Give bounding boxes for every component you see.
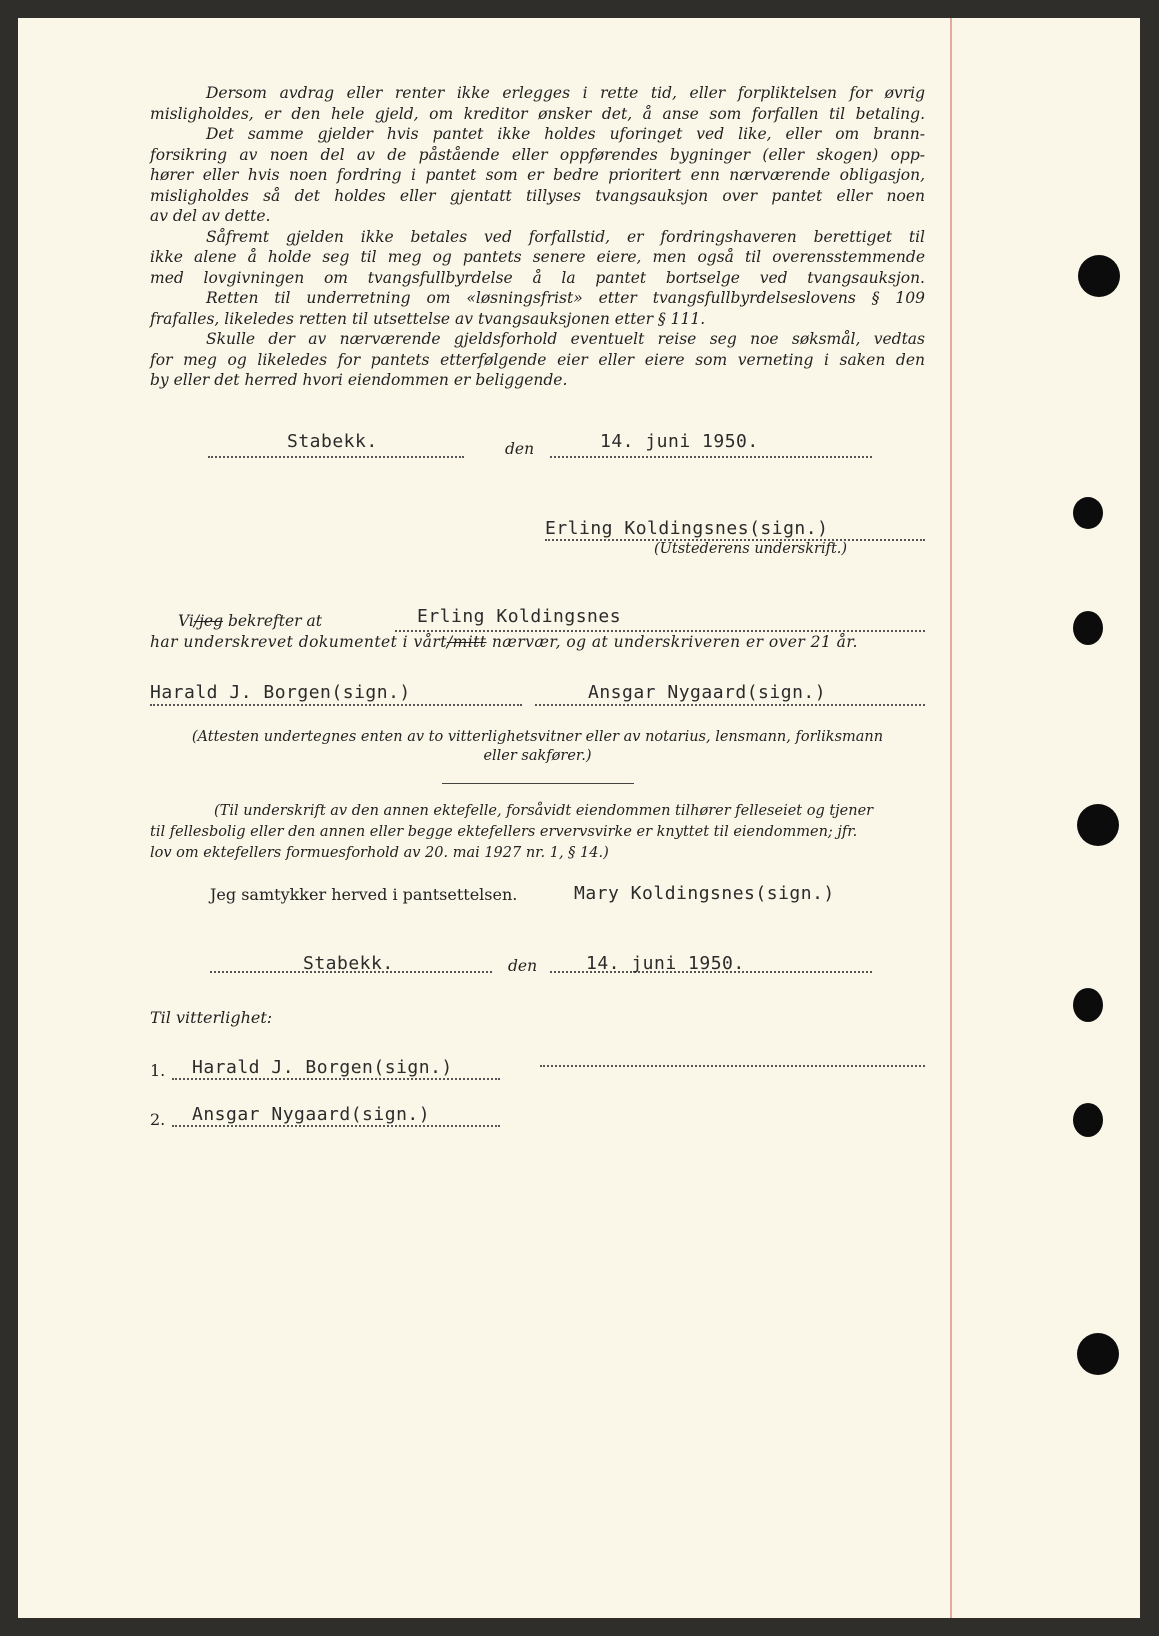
binder-hole [1073, 611, 1103, 645]
binder-hole [1077, 804, 1119, 846]
date-line [550, 456, 872, 458]
attest-text: nærvær, og at underskriveren er over 21 år. [486, 633, 858, 651]
witness-line-2 [535, 704, 925, 706]
den-label: den [505, 440, 535, 458]
binder-hole [1077, 1333, 1119, 1375]
note-line: lov om ektefellers formuesforhold av 20. mai 1927 nr. 1, § 14.) [150, 845, 609, 861]
witness-number: 1. [150, 1061, 166, 1080]
margin-line [950, 18, 952, 1618]
binder-hole [1073, 497, 1103, 529]
text-line: Skulle der av nærværende gjeldsforhold eventuelt reise seg noe søksmål, vedtas [206, 330, 925, 348]
date-value: 14. juni 1950. [600, 431, 759, 452]
text-line: med lovgivningen om tvangsfullbyrdelse å la pantet bortselge ved tvangsauksjon. [150, 268, 925, 287]
attest-name-line [395, 630, 925, 632]
attest-prefix: Vi [178, 612, 194, 630]
attest-name: Erling Koldingsnes [417, 606, 622, 627]
text-line: misligholdes så det holdes eller gjentatt tillyses tvangsauksjon over pantet eller noen [150, 186, 925, 205]
text-line: Det samme gjelder hvis pantet ikke holdes uforinget ved like, eller om brann- [206, 125, 925, 143]
note-line: eller sakfører.) [483, 748, 592, 764]
spouse-note [150, 801, 873, 864]
text-line: for meg og likeledes for pantets etterfølgende eier eller eiere som verneting i saken den [150, 350, 925, 369]
text-line: by eller det herred hvori eiendommen er beliggende. [150, 371, 568, 389]
text-line: forsikring av noen del av de påstående eller oppførendes bygninger (eller skogen) opp- [150, 145, 925, 164]
separator-rule [442, 783, 634, 784]
attest-text: bekrefter at [223, 612, 322, 630]
text-line: Retten til underretning om «løsningsfrist» etter tvangsfullbyrdelseslovens § 109 [206, 289, 925, 307]
text-line: frafalles, likeledes retten til utsettelse av tvangsauksjonen etter § 111. [150, 309, 706, 328]
binder-hole [1073, 988, 1103, 1022]
note-line: (Til underskrift av den annen ektefelle, forsåvidt eiendommen tilhører felleseiet og tjener [214, 803, 874, 819]
witness-signature-1: Harald J. Borgen(sign.) [150, 682, 411, 703]
attest-line-2 [150, 633, 858, 651]
vitterlighet-title: Til vitterlighet: [150, 1008, 273, 1027]
witness-name: Harald J. Borgen(sign.) [192, 1057, 453, 1078]
text-line: ikke alene å holde seg til meg og pantets senere eiere, men også til overensstemmende [150, 248, 925, 266]
text-line: Såfremt gjelden ikke betales ved forfallstid, er fordringshaveren berettiget til [206, 227, 925, 246]
issuer-signature: Erling Koldingsnes(sign.) [545, 518, 829, 539]
witness-signature-2: Ansgar Nygaard(sign.) [588, 682, 827, 703]
note-line: til fellesbolig eller den annen eller begge ektefellers ervervsvirke er knyttet til eiendommen; jfr. [150, 824, 858, 840]
consent-text: Jeg samtykker herved i pantsettelsen. [210, 885, 518, 904]
blank-line [540, 1065, 925, 1067]
issuer-caption: (Utstederens underskrift.) [654, 541, 848, 557]
text-line: Dersom avdrag eller renter ikke erlegges i rette tid, eller forpliktelsen for øvrig [206, 84, 925, 102]
witness-line [172, 1078, 500, 1080]
text-line: av del av dette. [150, 207, 271, 225]
witness-line [172, 1125, 500, 1127]
attest-text: har underskrevet dokumentet i vårt [150, 633, 447, 651]
attest-line-1 [178, 612, 322, 630]
place-value: Stabekk. [287, 431, 378, 452]
struck-word: /jeg [193, 612, 224, 630]
date-value: 14. juni 1950. [586, 953, 745, 974]
place-line [208, 456, 464, 458]
place-value: Stabekk. [303, 953, 394, 974]
struck-word: /mitt [446, 633, 487, 651]
binder-hole [1078, 255, 1120, 297]
witness-name: Ansgar Nygaard(sign.) [192, 1104, 431, 1125]
witness-line-1 [150, 704, 522, 706]
binder-hole [1073, 1103, 1103, 1137]
text-line: misligholdes, er den hele gjeld, om kreditor ønsker det, å anse som forfallen til betaling. [150, 104, 925, 123]
terms-text [150, 83, 925, 391]
attest-note [150, 729, 925, 764]
witness-number: 2. [150, 1110, 166, 1129]
note-line: (Attesten undertegnes enten av to vitterlighetsvitner eller av notarius, lensmann, forliksmann [191, 729, 884, 745]
den-label: den [508, 957, 538, 975]
text-line: hører eller hvis noen fordring i pantet som er bedre prioritert enn nærværende obligasjon, [150, 166, 925, 184]
consent-signature: Mary Koldingsnes(sign.) [574, 883, 835, 904]
